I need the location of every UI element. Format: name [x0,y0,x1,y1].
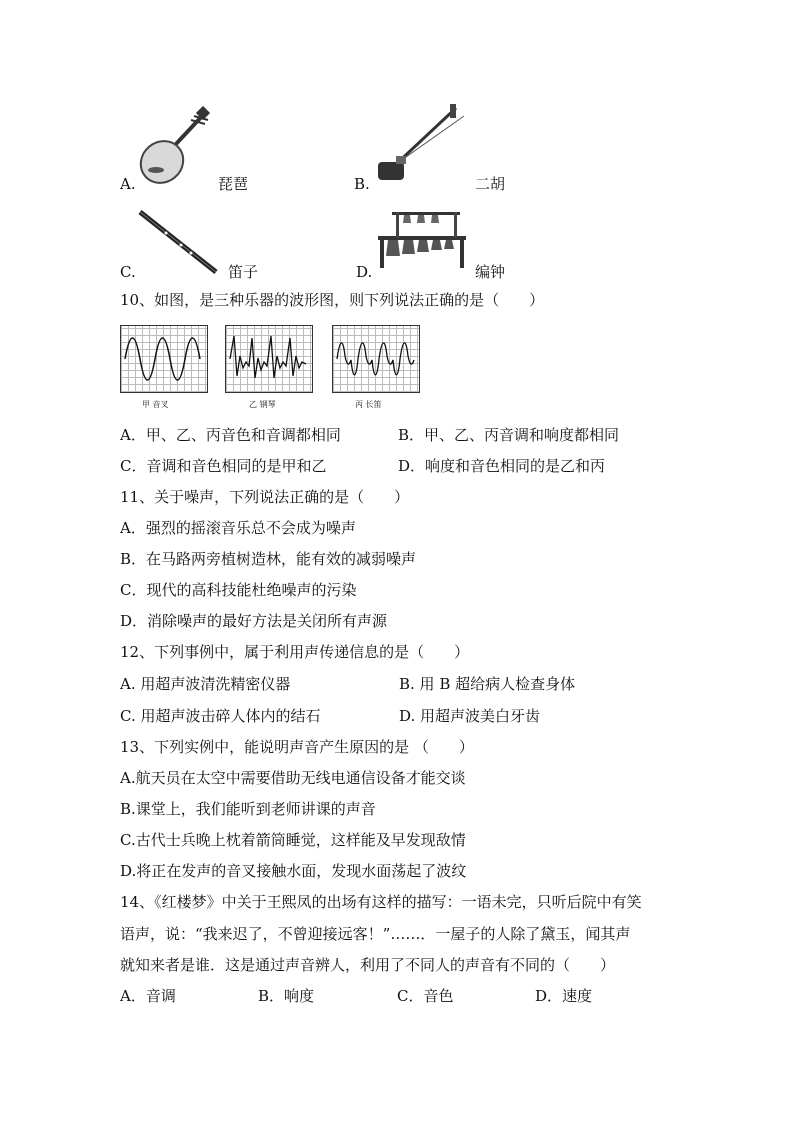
option-b-letter: B. [354,175,370,193]
q11-option-c: C．现代的高科技能杜绝噪声的污染 [120,581,357,599]
q12-option-a: A. 用超声波清洗精密仪器 [120,675,291,693]
q14-option-a: A．音调 [120,987,176,1005]
q13-stem: 13、下列实例中，能说明声音产生原因的是 （ ） [120,738,474,756]
waveform-tuning-fork [120,325,208,393]
q10-option-c: C．音调和音色相同的是甲和乙 [120,457,327,475]
option-a-name: 琵琶 [218,175,249,193]
bianzhong-image [374,208,470,268]
q12-option-c: C. 用超声波击碎人体内的结石 [120,707,321,725]
q14-option-c: C．音色 [397,987,454,1005]
q11-option-d: D．消除噪声的最好方法是关闭所有声源 [120,612,388,630]
q10-option-b: B．甲、乙、丙音调和响度都相同 [398,426,620,444]
dizi-image [136,208,220,276]
option-d-letter: D. [356,263,373,281]
option-c-letter: C. [120,263,136,281]
q14-line-3: 就知来者是谁．这是通过声音辨人，利用了不同人的声音有不同的（ ） [120,956,616,974]
q12-option-b: B. 用 B 超给病人检查身体 [399,675,576,693]
q13-option-a: A.航天员在太空中需要借助无线电通信设备才能交谈 [120,769,466,787]
q14-line-1: 14、《红楼梦》中关于王熙凤的出场有这样的描写：一语未完，只听后院中有笑 [120,893,642,911]
waveform-label: 丙 长笛 [355,400,382,409]
waveform-label: 甲 音叉 [142,400,169,409]
waveform-label: 乙 钢琴 [249,400,276,409]
q10-option-a: A．甲、乙、丙音色和音调都相同 [120,426,341,444]
q11-stem: 11、关于噪声，下列说法正确的是（ ） [120,488,410,506]
q13-option-d: D.将正在发声的音叉接触水面，发现水面荡起了波纹 [120,862,467,880]
pipa-image [136,106,214,186]
q14-option-b: B．响度 [258,987,315,1005]
option-b-name: 二胡 [475,175,506,193]
q12-stem: 12、下列事例中，属于利用声传递信息的是（ ） [120,643,470,661]
q13-option-b: B.课堂上，我们能听到老师讲课的声音 [120,800,376,818]
erhu-image [372,102,466,186]
q12-option-d: D. 用超声波美白牙齿 [399,707,541,725]
q14-line-2: 语声，说：“我来迟了，不曾迎接远客！”……．一屋子的人除了黛玉，闻其声 [120,925,631,943]
waveform-piano [225,325,313,393]
waveform-flute [332,325,420,393]
option-d-name: 编钟 [475,263,506,281]
option-a-letter: A. [120,175,136,193]
q11-option-b: B．在马路两旁植树造林，能有效的减弱噪声 [120,550,417,568]
q14-option-d: D．速度 [535,987,593,1005]
option-c-name: 笛子 [228,263,259,281]
q13-option-c: C.古代士兵晚上枕着箭筒睡觉，这样能及早发现敌情 [120,831,466,849]
q10-option-d: D．响度和音色相同的是乙和丙 [398,457,606,475]
q10-stem: 10、如图，是三种乐器的波形图，则下列说法正确的是（ ） [120,291,545,309]
q11-option-a: A．强烈的摇滚音乐总不会成为噪声 [120,519,356,537]
